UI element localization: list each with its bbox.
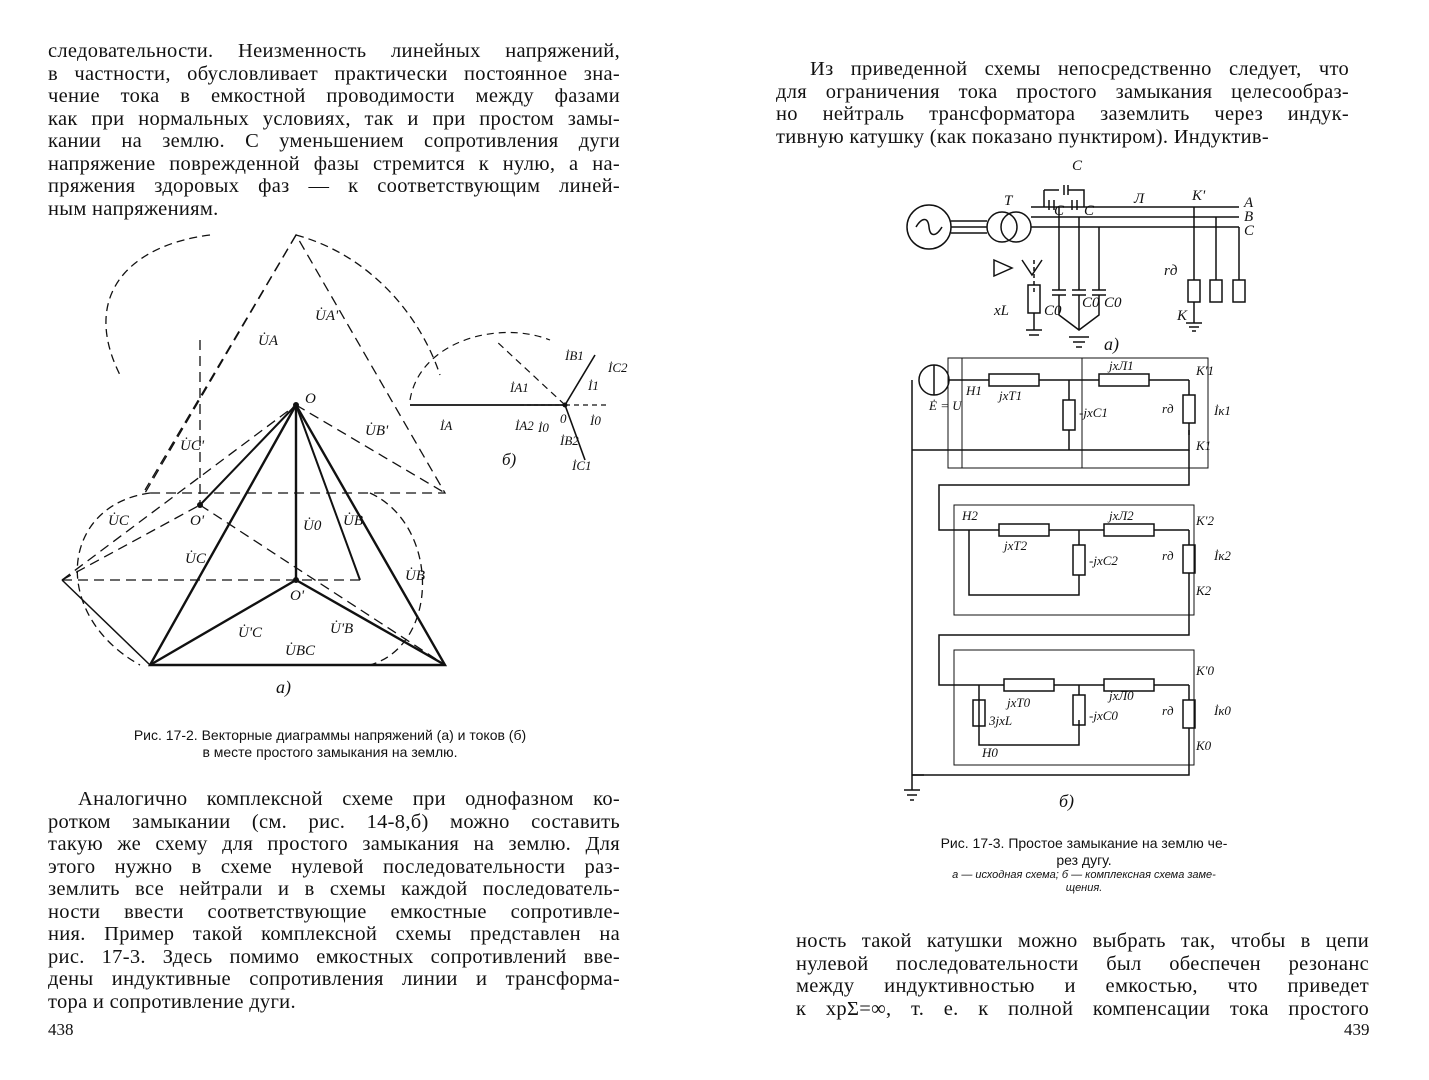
- label-t: T: [1004, 193, 1013, 209]
- text-line: этого нужно в схеме нулевой последовательности раз-: [48, 855, 620, 878]
- label-ik0: İк0: [1214, 703, 1231, 718]
- figure-b-label: б): [502, 450, 517, 469]
- label-uc1: U̇C': [180, 438, 205, 454]
- label-ic2: İC2: [608, 360, 628, 375]
- label-i1: İ1: [588, 378, 599, 393]
- text-line: следовательности. Неизменность линейных напряжений,: [48, 40, 620, 62]
- label-k1: K1: [1196, 438, 1212, 453]
- text-line: дены индуктивные сопротивления линии и трансформа-: [48, 968, 620, 990]
- label-jxt1: jxT1: [999, 388, 1023, 403]
- left-top-paragraph: [48, 40, 620, 220]
- label-ib2: İB2: [560, 433, 579, 448]
- label-k2: K2: [1196, 583, 1212, 598]
- label-ubprime: U̇'B: [330, 621, 354, 637]
- label-rd: rд: [1164, 263, 1178, 279]
- figure-a-label: а): [276, 677, 291, 697]
- label-rd2: rд: [1162, 548, 1174, 563]
- label-h2: H2: [962, 508, 978, 523]
- label-i0a: İ0: [538, 420, 549, 435]
- label-k0prime: K'0: [1196, 663, 1214, 678]
- label-ub-right: U̇B: [405, 568, 425, 584]
- label-k: K: [1177, 308, 1188, 324]
- text-line: пряжения здоровых фаз — к соответствующим линей-: [48, 175, 620, 197]
- text-line: ротком замыкании (см. рис. 14-8,б) можно составить: [48, 810, 620, 833]
- text-line: такую же схему для простого замыкания на землю. Для: [48, 833, 620, 855]
- label-jxl1: jxЛ1: [1109, 358, 1134, 373]
- text-line: ности ввести соответствующие емкостные сопротивле-: [48, 900, 620, 923]
- label-jxl2: jxЛ2: [1109, 508, 1134, 523]
- figure-17-2-caption: [50, 727, 610, 761]
- label-k0: K0: [1196, 738, 1212, 753]
- text-line: Из приведенной схемы непосредственно следует, что: [810, 58, 1349, 80]
- right-page: [714, 0, 1429, 1080]
- text-line: как при нормальных условиях, так и при простом замы-: [48, 107, 620, 130]
- caption-line: Рис. 17-2. Векторные диаграммы напряжений (а) и токов (б): [133, 727, 527, 743]
- label-ubc: U̇BC: [285, 643, 315, 659]
- label-source: Ė = U: [929, 398, 962, 413]
- text-line: к xрΣ=∞, т. е. к полной компенсации тока простого: [796, 997, 1369, 1020]
- right-bottom-paragraph: [796, 930, 1369, 1020]
- text-line: ность такой катушки можно выбрать так, чтобы в цепи: [796, 930, 1369, 952]
- text-line: чение тока в емкостной проводимости между фазами: [48, 85, 620, 107]
- text-line: Аналогично комплексной схеме при однофазном ко-: [78, 788, 620, 810]
- text-line: тора и сопротивление дуги.: [48, 990, 296, 1013]
- right-top-paragraph: [776, 58, 1349, 148]
- label-jxl0: jxЛ0: [1109, 688, 1134, 703]
- text-line: землить все нейтрали и в схемы каждой последователь-: [48, 878, 620, 900]
- label-uc-left: U̇C: [108, 513, 129, 529]
- label-l: Л: [1134, 191, 1145, 207]
- label-ua: U̇A: [258, 333, 278, 349]
- figure-b-label: б): [1059, 791, 1075, 811]
- text-line: ным напряжениям.: [48, 197, 219, 220]
- label-rd0: rд: [1162, 703, 1174, 718]
- label-cc1: C: [1054, 203, 1065, 219]
- caption-line: Рис. 17-3. Простое замыкание на землю че-: [940, 835, 1228, 851]
- text-line: рис. 17-3. Здесь помимо емкостных сопротивлений вве-: [48, 945, 620, 968]
- label-k1prime: K'1: [1196, 363, 1214, 378]
- label-jxt0: jxT0: [1007, 695, 1031, 710]
- label-o1: O': [190, 513, 205, 529]
- label-ik1: İк1: [1214, 403, 1231, 418]
- source-circuit-schematic: [894, 155, 1254, 355]
- label-i0b: İ0: [590, 413, 601, 428]
- label-ik2: İк2: [1214, 548, 1231, 563]
- text-line: напряжение поврежденной фазы стремится к нулю, а на-: [48, 152, 620, 175]
- label-k-prime: K': [1192, 188, 1206, 204]
- page-number-left: 438: [48, 1020, 74, 1039]
- label-ia: İA: [440, 418, 453, 433]
- label-phase-b: B: [1244, 209, 1254, 225]
- left-page: [0, 0, 714, 1080]
- label-h1: H1: [966, 383, 982, 398]
- label-xc1: -jxC1: [1079, 405, 1108, 420]
- equivalent-circuit-schematic: [884, 355, 1244, 815]
- caption-line: рез дугу.: [1056, 852, 1112, 868]
- label-c0c: C0: [1104, 295, 1122, 311]
- label-c0a: C0: [1044, 303, 1062, 319]
- label-o2: O': [290, 588, 305, 604]
- page-number-right: 439: [1344, 1020, 1370, 1039]
- voltage-vector-diagram: [40, 225, 460, 700]
- caption-sub: а — исходная схема; б — комплексная схема заме-: [952, 869, 1216, 881]
- label-ib1: İB1: [565, 348, 584, 363]
- label-h0: H0: [982, 745, 998, 760]
- label-ua1: U̇A': [315, 308, 339, 324]
- label-rd1: rд: [1162, 401, 1174, 416]
- left-bottom-paragraph: [48, 788, 620, 1013]
- label-ia2: İA2: [515, 418, 534, 433]
- label-3jxl: 3jxL: [989, 713, 1013, 728]
- text-line: нулевой последовательности был обеспечен резонанс: [796, 952, 1369, 975]
- label-ub: U̇B: [343, 513, 363, 529]
- text-line: ния. Пример такой комплексной схемы представлен на: [48, 923, 620, 945]
- text-line: кании на землю. С уменьшением сопротивления дуги: [48, 130, 620, 152]
- label-c0b: C0: [1082, 295, 1100, 311]
- text-line: между индуктивностью и емкостью, что приведет: [796, 975, 1369, 997]
- label-xl: xL: [994, 303, 1009, 319]
- label-zero: 0: [560, 411, 567, 426]
- label-k2prime: K'2: [1196, 513, 1214, 528]
- label-c-top: C: [1072, 158, 1083, 174]
- label-ia1: İA1: [510, 380, 529, 395]
- label-o: O: [305, 391, 316, 407]
- current-vector-diagram: [400, 320, 630, 480]
- label-ic1: İC1: [572, 458, 592, 473]
- text-line: но нейтраль трансформатора заземлить через индук-: [776, 103, 1349, 125]
- text-line: тивную катушку (как показано пунктиром). Индуктив-: [776, 125, 1269, 148]
- label-ucprime: U̇'C: [238, 625, 263, 641]
- label-xc0: -jxC0: [1089, 708, 1118, 723]
- label-uc: U̇C: [185, 551, 206, 567]
- label-phase-a: A: [1244, 195, 1254, 211]
- label-cc2: C: [1084, 203, 1095, 219]
- label-ub1: U̇B': [365, 423, 389, 439]
- label-phase-c: C: [1244, 223, 1254, 239]
- caption-line: в месте простого замыкания на землю.: [202, 744, 458, 760]
- figure-17-3-caption: [894, 835, 1274, 895]
- text-line: в частности, обусловливает практически постоянное зна-: [48, 62, 620, 85]
- label-u0: U̇0: [303, 518, 322, 534]
- label-jxt2: jxT2: [1004, 538, 1028, 553]
- text-line: для ограничения тока простого замыкания целесообраз-: [776, 80, 1349, 103]
- figure-a-label: а): [1104, 334, 1119, 354]
- caption-sub: щения.: [1065, 882, 1103, 894]
- label-xc2: -jxC2: [1089, 553, 1118, 568]
